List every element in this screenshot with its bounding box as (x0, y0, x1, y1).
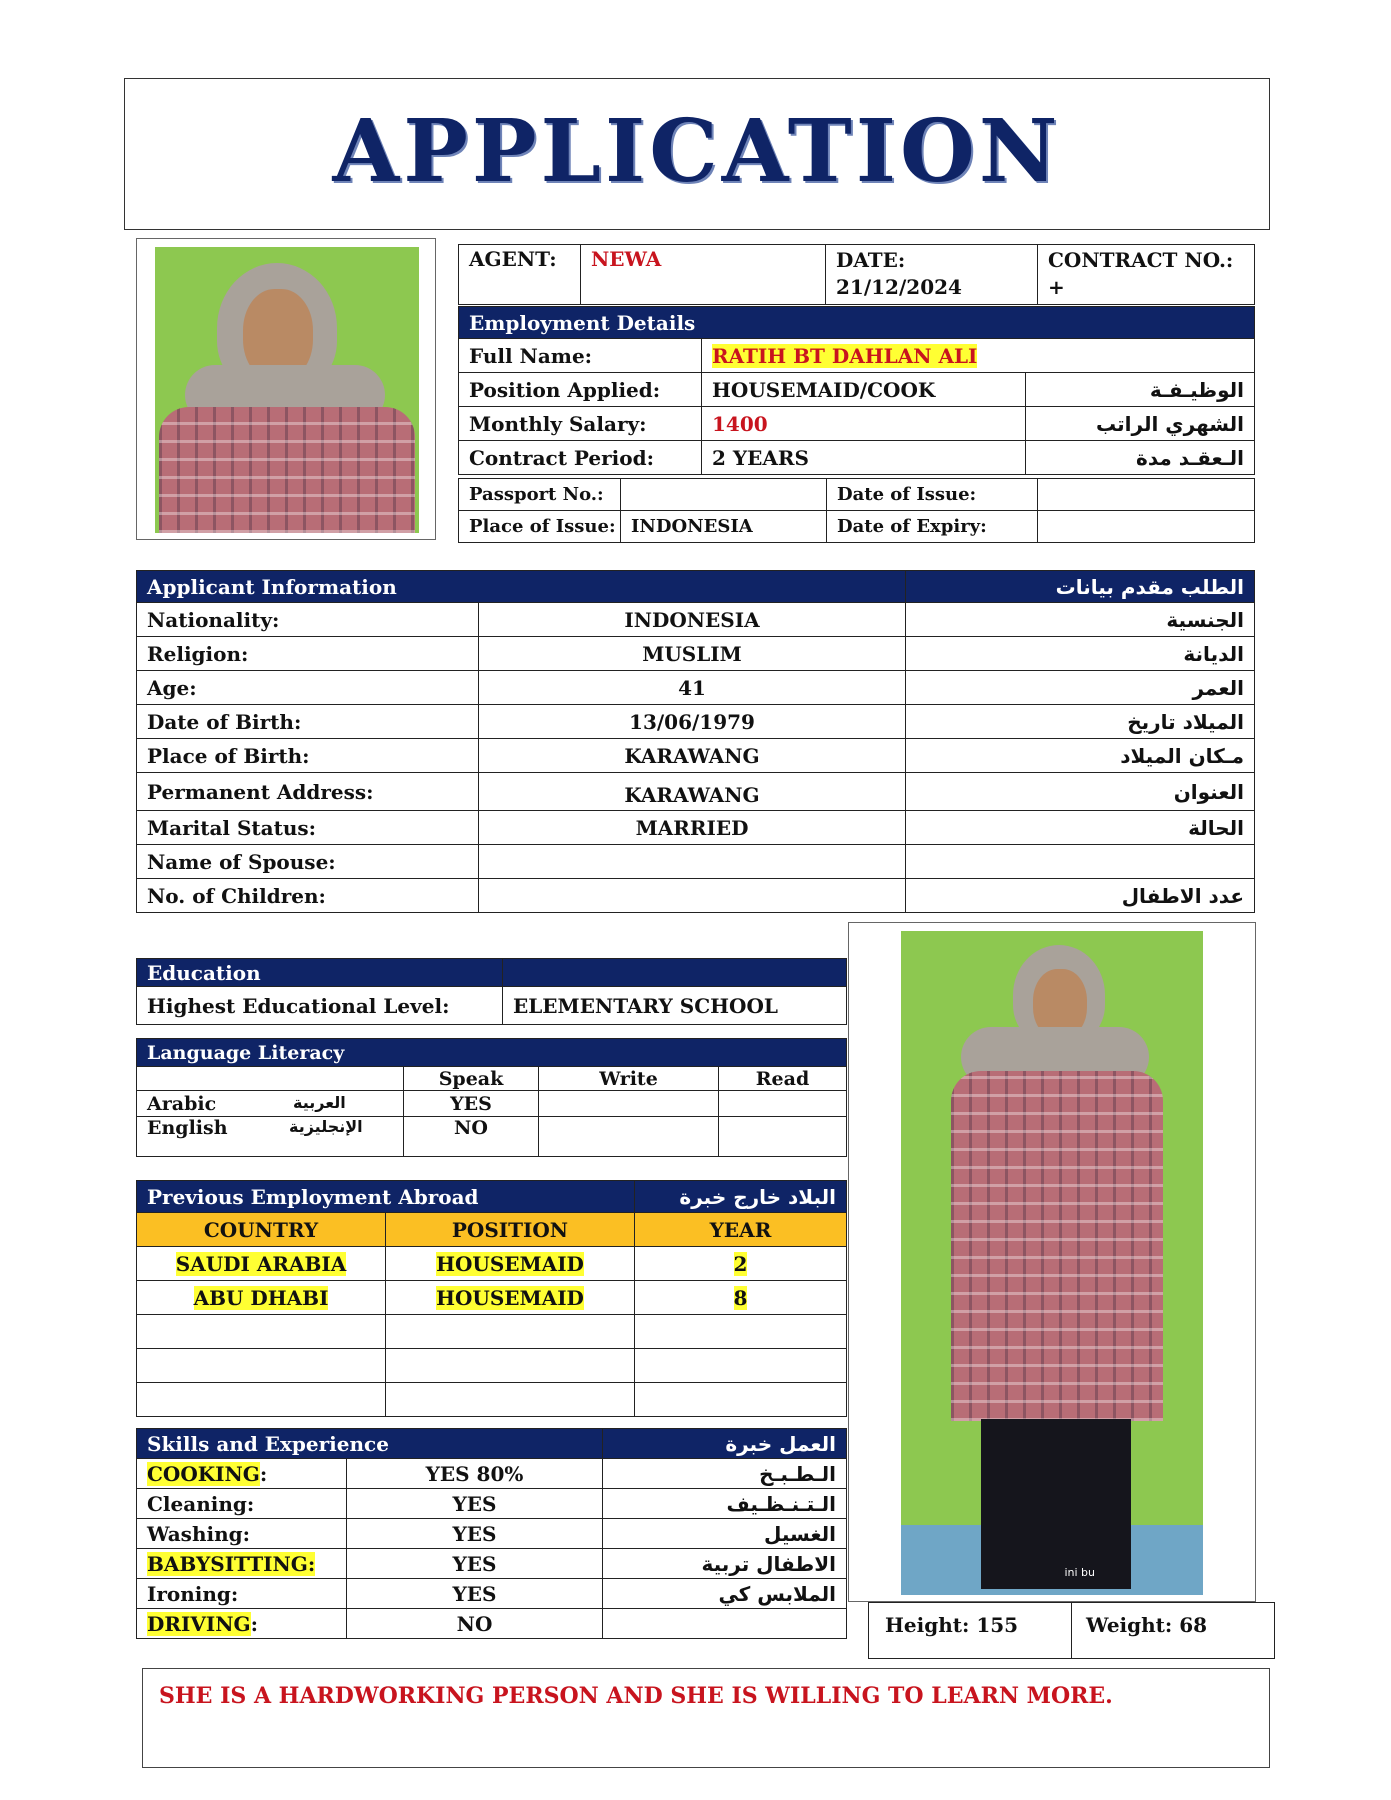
position-header: POSITION (386, 1213, 635, 1247)
nationality-arabic: الجنسية (906, 603, 1255, 637)
speak-header: Speak (404, 1067, 539, 1091)
skill-ironing-arabic: الملابس كي (603, 1579, 847, 1609)
prev-year-2: 8 (733, 1285, 748, 1310)
skill-driving-label: DRIVING (147, 1611, 251, 1636)
skill-babysitting-label: BABYSITTING: (147, 1551, 316, 1576)
marital-arabic: الحالة (906, 811, 1255, 845)
applicant-heading-arabic: الطلب مقدم بيانات (906, 571, 1255, 603)
prev-position-1: HOUSEMAID (436, 1251, 584, 1276)
applicant-heading: Applicant Information (137, 571, 906, 603)
header-table (458, 244, 1255, 305)
dob-value: 13/06/1979 (479, 705, 906, 739)
full-body-photo (901, 931, 1203, 1595)
expiry-value (1038, 511, 1255, 543)
nationality-value: INDONESIA (479, 603, 906, 637)
height-value: Height: 155 (869, 1603, 1072, 1659)
children-arabic: عدد الاطفال (906, 879, 1255, 913)
children-label: No. of Children: (137, 879, 479, 913)
weight-value: Weight: 68 (1072, 1603, 1275, 1659)
title-box (124, 78, 1270, 230)
education-heading: Education (137, 959, 503, 987)
agent-value: NEWA (581, 245, 826, 305)
salary-label: Monthly Salary: (459, 407, 702, 441)
photo-caption: ini bu (1064, 1566, 1095, 1579)
prev-position-4 (386, 1349, 635, 1383)
prev-year-3 (635, 1315, 847, 1349)
address-arabic: العنوان (906, 773, 1255, 811)
passport-table (458, 478, 1255, 543)
skills-heading-arabic: العمل خبرة (603, 1429, 847, 1459)
issue-date-label: Date of Issue: (827, 479, 1038, 511)
english-lang-arabic: الإنجليزية (289, 1117, 363, 1136)
contract-period-label: Contract Period: (459, 441, 702, 475)
contract-period-value: 2 YEARS (702, 441, 1026, 475)
arabic-speak: YES (404, 1091, 539, 1117)
date-label: DATE: (836, 248, 906, 272)
spouse-arabic (906, 845, 1255, 879)
prev-country-2: ABU DHABI (193, 1285, 329, 1310)
prev-country-1: SAUDI ARABIA (175, 1251, 347, 1276)
address-label: Permanent Address: (137, 773, 479, 811)
marital-value: MARRIED (479, 811, 906, 845)
arabic-lang-label: Arabic (147, 1092, 217, 1115)
prev-year-1: 2 (733, 1251, 748, 1276)
full-name-label: Full Name: (459, 339, 702, 373)
previous-heading-arabic: البلاد خارج خبرة (635, 1181, 847, 1213)
contract-cell (1038, 245, 1255, 305)
religion-arabic: الديانة (906, 637, 1255, 671)
skill-washing-value: YES (347, 1519, 603, 1549)
prev-country-4 (137, 1349, 386, 1383)
passport-value (621, 479, 827, 511)
position-label: Position Applied: (459, 373, 702, 407)
position-arabic: الوظيـفـة (1026, 373, 1255, 407)
prev-year-5 (635, 1383, 847, 1417)
skill-cleaning-label: Cleaning: (137, 1489, 347, 1519)
portrait-photo-frame (136, 238, 436, 540)
prev-position-5 (386, 1383, 635, 1417)
salary-arabic: الشهري الراتب (1026, 407, 1255, 441)
year-header: YEAR (635, 1213, 847, 1247)
education-level-label: Highest Educational Level: (137, 987, 503, 1025)
nationality-label: Nationality: (137, 603, 479, 637)
skills-table (136, 1428, 847, 1639)
date-cell (826, 245, 1038, 305)
skill-cooking-value: YES 80% (347, 1459, 603, 1489)
previous-heading: Previous Employment Abroad (137, 1181, 635, 1213)
arabic-write (539, 1091, 719, 1117)
country-header: COUNTRY (137, 1213, 386, 1247)
arabic-lang-arabic: العربية (293, 1092, 346, 1112)
place-issue-value: INDONESIA (621, 511, 827, 543)
skill-cooking-colon: : (259, 1461, 268, 1486)
passport-label: Passport No.: (459, 479, 621, 511)
skill-babysitting-value: YES (347, 1549, 603, 1579)
language-table (136, 1038, 847, 1157)
remarks-text: SHE IS A HARDWORKING PERSON AND SHE IS WILLING TO LEARN MORE. (159, 1683, 1113, 1709)
previous-employment-table (136, 1180, 847, 1417)
education-table (136, 958, 847, 1025)
education-level-value: ELEMENTARY SCHOOL (503, 987, 847, 1025)
skill-driving-value: NO (347, 1609, 603, 1639)
contract-period-arabic: الـعقـد مدة (1026, 441, 1255, 475)
applicant-table (136, 570, 1255, 913)
skill-babysitting-arabic: الاطفال تربية (603, 1549, 847, 1579)
birthplace-label: Place of Birth: (137, 739, 479, 773)
contract-value: + (1048, 275, 1065, 299)
employment-heading: Employment Details (459, 307, 1255, 339)
agent-label: AGENT: (459, 245, 581, 305)
portrait-photo (155, 247, 419, 533)
skills-heading: Skills and Experience (137, 1429, 603, 1459)
issue-date-value (1038, 479, 1255, 511)
position-value: HOUSEMAID/COOK (702, 373, 1026, 407)
place-issue-label: Place of Issue: (459, 511, 621, 543)
date-value: 21/12/2024 (836, 275, 962, 299)
skill-cleaning-arabic: الـتـنـظـيف (603, 1489, 847, 1519)
marital-label: Marital Status: (137, 811, 479, 845)
prev-country-5 (137, 1383, 386, 1417)
religion-value: MUSLIM (479, 637, 906, 671)
spouse-label: Name of Spouse: (137, 845, 479, 879)
page-title: APPLICATION (332, 101, 1062, 202)
children-value (479, 879, 906, 913)
spouse-value (479, 845, 906, 879)
prev-position-3 (386, 1315, 635, 1349)
english-row-label (137, 1117, 404, 1157)
read-header: Read (719, 1067, 847, 1091)
english-speak: NO (404, 1117, 539, 1157)
skill-driving-colon: : (250, 1611, 258, 1636)
birthplace-arabic: مـكان الميلاد (906, 739, 1255, 773)
full-name-value: RATIH BT DAHLAN ALI (712, 343, 978, 368)
expiry-label: Date of Expiry: (827, 511, 1038, 543)
arabic-row-label (137, 1091, 404, 1117)
dob-label: Date of Birth: (137, 705, 479, 739)
birthplace-value: KARAWANG (479, 739, 906, 773)
skill-driving-arabic (603, 1609, 847, 1639)
skill-cooking-label: COOKING (147, 1461, 260, 1486)
full-body-photo-frame (848, 922, 1256, 1602)
age-arabic: العمر (906, 671, 1255, 705)
religion-label: Religion: (137, 637, 479, 671)
write-header: Write (539, 1067, 719, 1091)
employment-table (458, 306, 1255, 475)
english-write (539, 1117, 719, 1157)
english-lang-label: English (147, 1117, 228, 1139)
skill-cooking-arabic: الـطـبـخ (603, 1459, 847, 1489)
skill-washing-arabic: الغسيل (603, 1519, 847, 1549)
language-heading: Language Literacy (137, 1039, 847, 1067)
age-label: Age: (137, 671, 479, 705)
english-read (719, 1117, 847, 1157)
skill-washing-label: Washing: (137, 1519, 347, 1549)
dob-arabic: الميلاد تاريخ (906, 705, 1255, 739)
measurements-table (868, 1602, 1275, 1659)
skill-cleaning-value: YES (347, 1489, 603, 1519)
age-value: 41 (479, 671, 906, 705)
prev-country-3 (137, 1315, 386, 1349)
prev-position-2: HOUSEMAID (436, 1285, 584, 1310)
address-value: KARAWANG (479, 773, 906, 811)
contract-label: CONTRACT NO.: (1048, 248, 1234, 272)
prev-year-4 (635, 1349, 847, 1383)
skill-ironing-label: Ironing: (137, 1579, 347, 1609)
skill-ironing-value: YES (347, 1579, 603, 1609)
arabic-read (719, 1091, 847, 1117)
salary-value: 1400 (702, 407, 1026, 441)
remarks-box (142, 1668, 1270, 1768)
